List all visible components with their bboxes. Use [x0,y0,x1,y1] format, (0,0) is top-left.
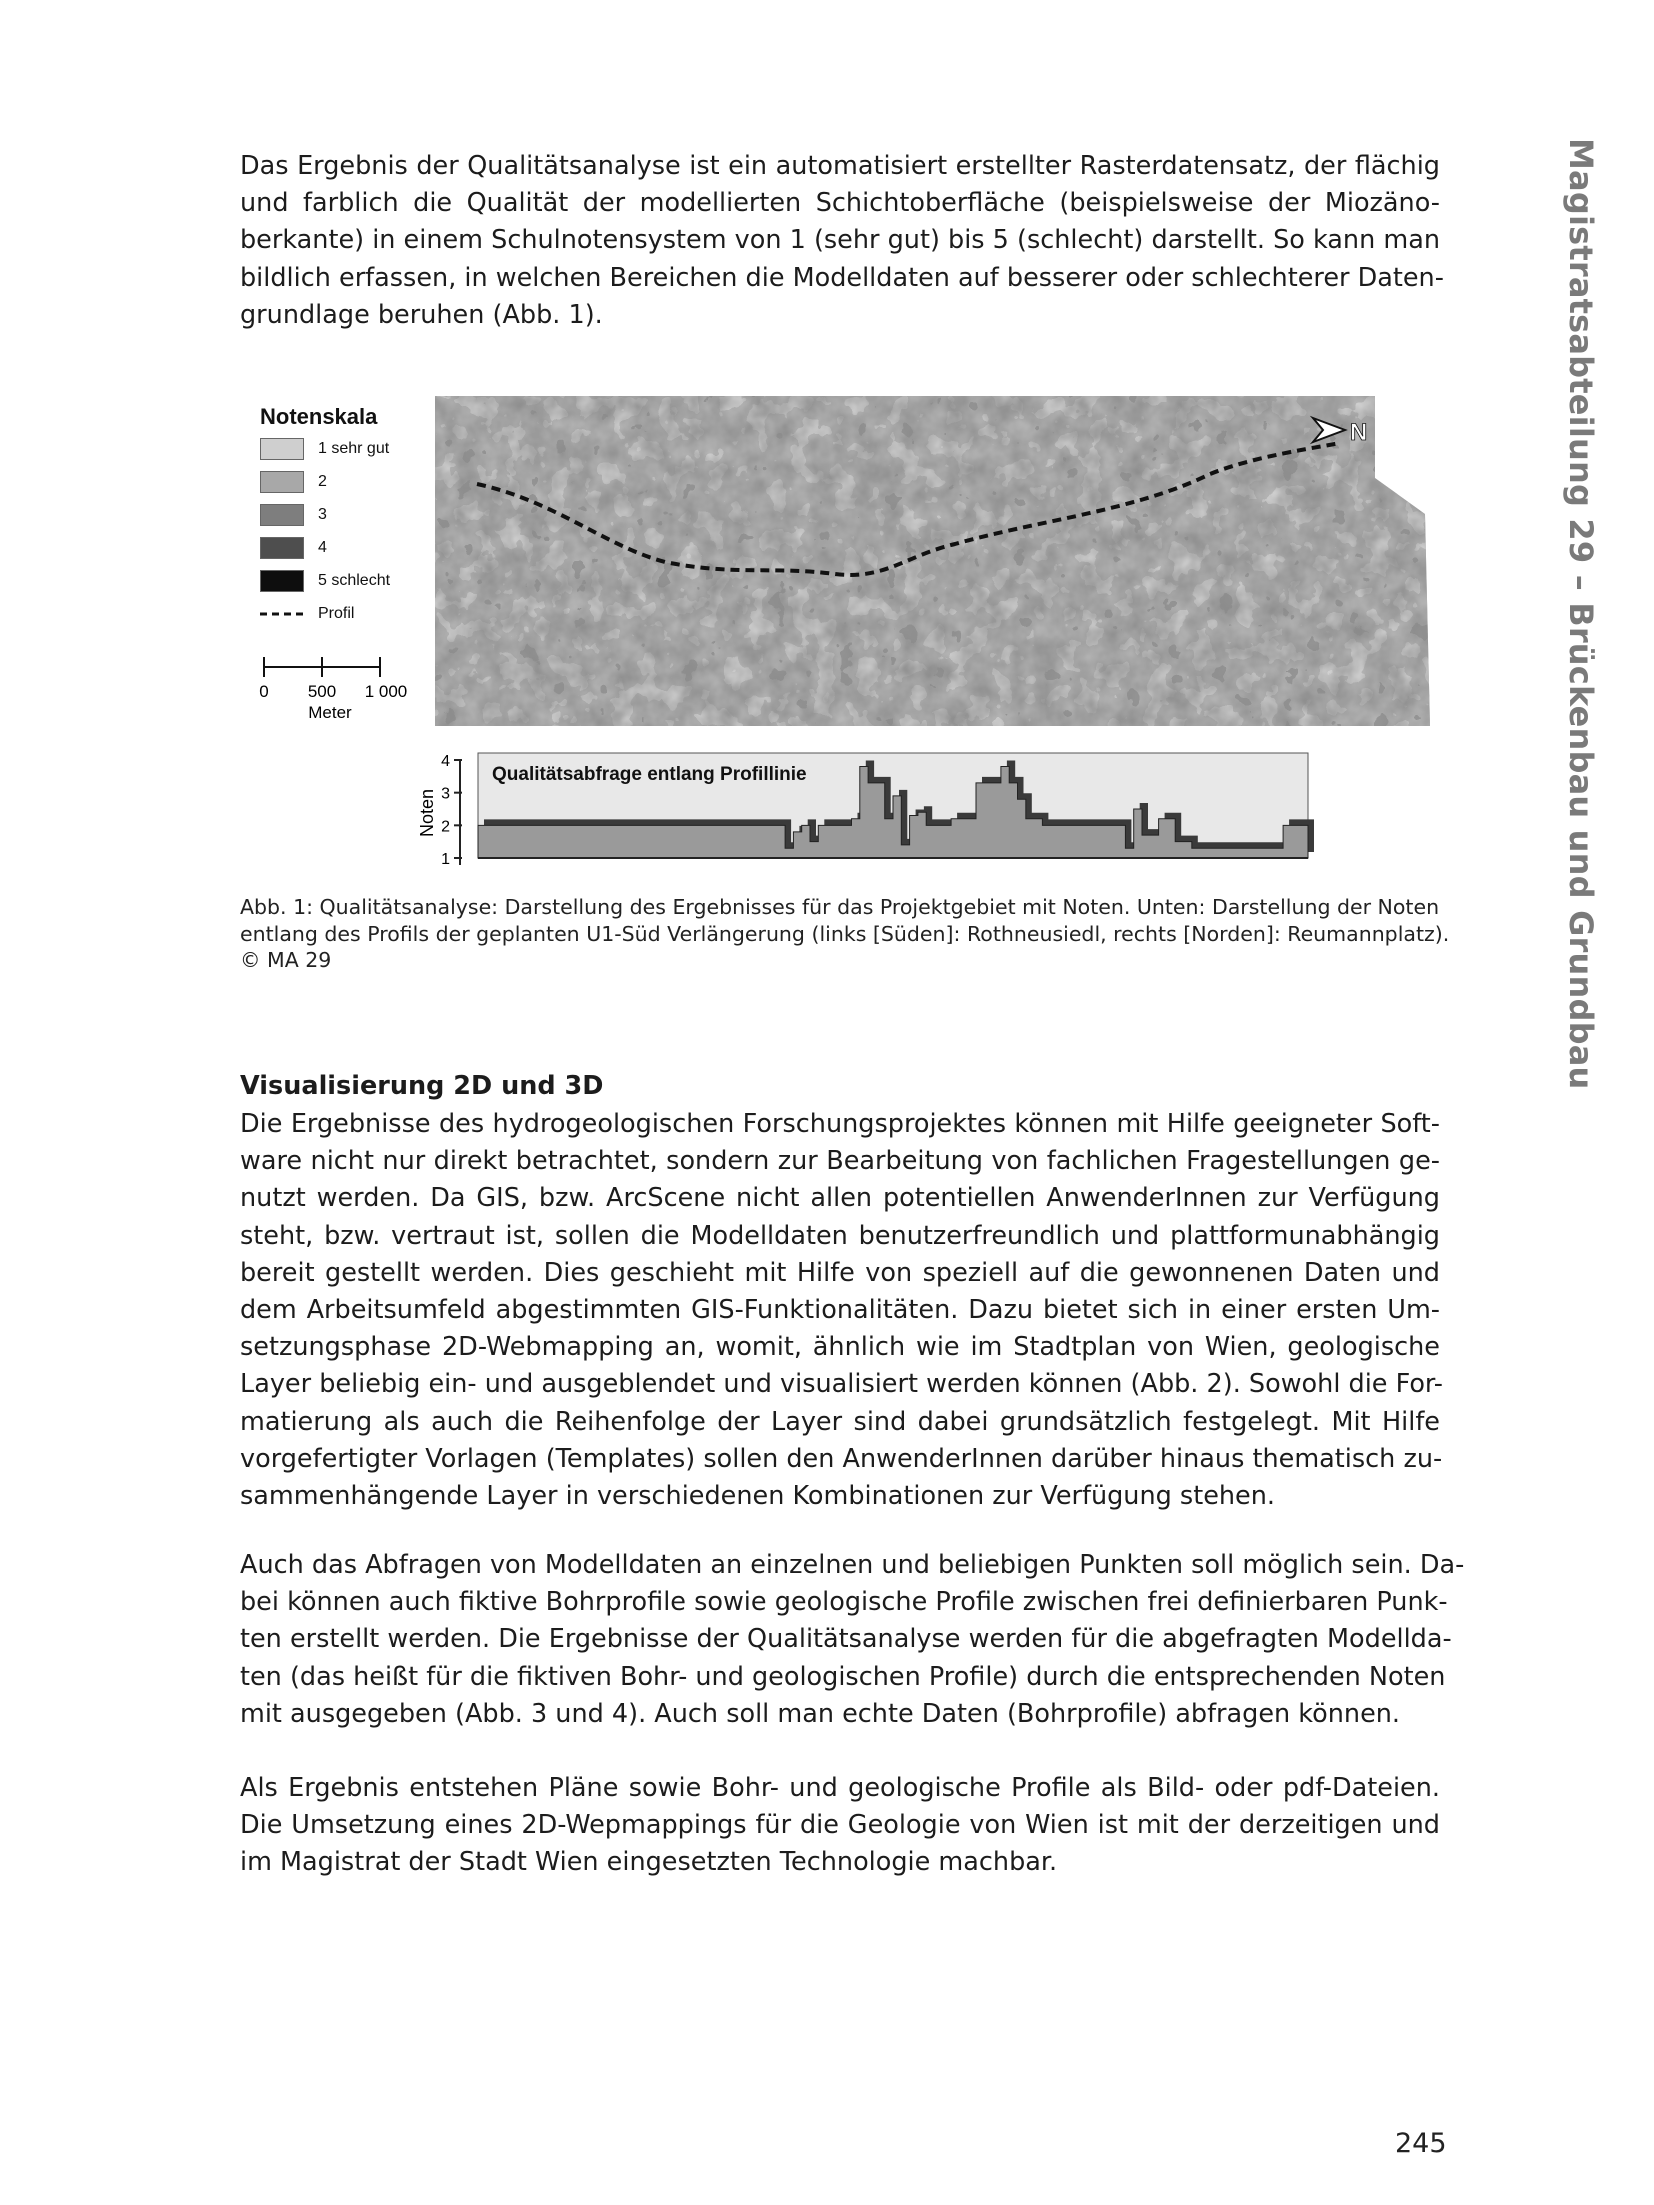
legend-label: 3 [318,506,327,523]
scale-tick-label: 1 000 [364,682,408,701]
text-line: bereit gestellt werden. Dies geschieht mit Hilfe von speziell auf die gewonnenen Daten und [240,1257,1440,1288]
text-line: vorgefertigter Vorlagen (Templates) sollen den AnwenderInnen darüber hinaus thematisch zu- [240,1443,1443,1474]
text-line: bildlich erfassen, in welchen Bereichen die Modelldaten auf besserer oder schlechterer Daten- [240,262,1444,293]
y-tick-label: 1 [441,851,450,868]
caption-line: © MA 29 [240,948,332,972]
text-line: dem Arbeitsumfeld abgestimmten GIS-Funktionalitäten. Dazu bietet sich in einer ersten Um- [240,1295,1440,1326]
text-line: nutzt werden. Da GIS, bzw. ArcScene nicht allen potentiellen AnwenderInnen zur Verfügung [240,1183,1440,1214]
profile-line-swatch [260,603,304,625]
y-tick-label: 3 [441,785,450,803]
figure-caption [240,894,1450,974]
legend-title: Notenskala [260,404,378,429]
text-line: bei können auch fiktive Bohrprofile sowie geologische Profile zwischen frei definierbaren Punk- [240,1587,1448,1618]
legend-swatch [260,537,304,559]
text-line: im Magistrat der Stadt Wien eingesetzten Technologie machbar. [240,1847,1058,1878]
text-line: berkante) in einem Schulnotensystem von 1 (sehr gut) bis 5 (schlecht) darstellt. So kann man [240,225,1440,256]
text-line: Das Ergebnis der Qualitätsanalyse ist ein automatisiert erstellter Rasterdatensatz, der flächig [240,151,1440,181]
map-raster [435,396,1430,726]
quality-raster-map [435,396,1430,726]
page-number: 245 [1395,2128,1447,2159]
section-paragraph [240,1770,1440,1882]
text-line: sammenhängende Layer in verschiedenen Kombinationen zur Verfügung stehen. [240,1481,1276,1512]
scale-tick-label: 0 [259,682,269,701]
text-line: mit ausgegeben (Abb. 3 und 4). Auch soll man echte Daten (Bohrprofile) abfragen können. [240,1698,1401,1729]
legend-swatch [260,570,304,592]
text-line: Auch das Abfragen von Modelldaten an einzelnen und beliebigen Punkten soll möglich sein. Da- [240,1550,1465,1580]
caption-line: entlang des Profils der geplanten U1-Süd Verlängerung (links [Süden]: Rothneusiedl, rechts [Norden]: Reumannplatz). [240,921,1450,946]
legend-label: 5 schlecht [318,572,391,589]
map-legend [240,392,430,732]
text-line: und farblich die Qualität der modellierten Schichtoberfläche (beispielsweise der Miozäno- [240,188,1440,219]
scale-tick-label: 500 [307,682,337,701]
intro-paragraph [240,148,1444,334]
section-paragraph [240,1106,1443,1515]
y-axis [441,753,462,868]
text-line: setzungsphase 2D-Webmapping an, womit, ähnlich wie im Stadtplan von Wien, geologische [240,1332,1440,1363]
y-tick-label: 2 [441,818,450,836]
figure-quality-analysis [240,392,1430,882]
running-title-sidebar [1560,138,1600,1090]
text-line: Als Ergebnis entstehen Pläne sowie Bohr- und geologische Profile als Bild- oder pdf-Dateien. [240,1773,1440,1803]
scale-unit: Meter [308,703,352,722]
y-axis-label: Noten [417,788,437,838]
text-line: matierung als auch die Reihenfolge der Layer sind dabei grundsätzlich festgelegt. Mit Hilfe [240,1406,1440,1437]
running-title: Magistratsabteilung 29 – Brückenbau und Grundbau [1562,138,1600,1090]
text-line: Layer beliebig ein- und ausgeblendet und visualisiert werden können (Abb. 2). Sowohl die For- [240,1369,1443,1400]
chart-title: Qualitätsabfrage entlang Profillinie [492,764,807,785]
text-line: Die Umsetzung eines 2D-Wepmappings für die Geologie von Wien ist mit der derzeitigen und [240,1810,1440,1841]
y-tick-label: 4 [441,753,450,770]
text-line: ware nicht nur direkt betrachtet, sondern zur Bearbeitung von fachlichen Fragestellungen ge- [240,1146,1440,1177]
profile-quality-chart [417,730,1330,880]
text-line: ten erstellt werden. Die Ergebnisse der Qualitätsanalyse werden für die abgefragten Modellda- [240,1624,1452,1655]
section-heading: Visualisierung 2D und 3D [240,1071,604,1101]
legend-swatch [260,438,304,460]
text-line: Die Ergebnisse des hydrogeologischen Forschungsprojektes können mit Hilfe geeigneter Soft- [240,1109,1440,1139]
legend-label: Profil [318,605,355,622]
legend-swatch [260,471,304,493]
north-label: N [1350,419,1368,446]
legend-label: 2 [318,473,327,490]
caption-line: Abb. 1: Qualitätsanalyse: Darstellung des Ergebnisses für das Projektgebiet mit Noten. Unten: Darstellung der Noten [240,895,1440,919]
legend-label: 4 [318,539,327,556]
legend-label: 1 sehr gut [318,440,390,457]
text-line: steht, bzw. vertraut ist, sollen die Modelldaten benutzerfreundlich und plattformunabhängig [240,1220,1440,1251]
legend-swatch [260,504,304,526]
scale-bar [240,647,430,727]
section-paragraph [240,1547,1465,1733]
text-line: grundlage beruhen (Abb. 1). [240,299,603,330]
text-line: ten (das heißt für die fiktiven Bohr- und geologischen Profile) durch die entsprechenden Noten [240,1661,1446,1692]
